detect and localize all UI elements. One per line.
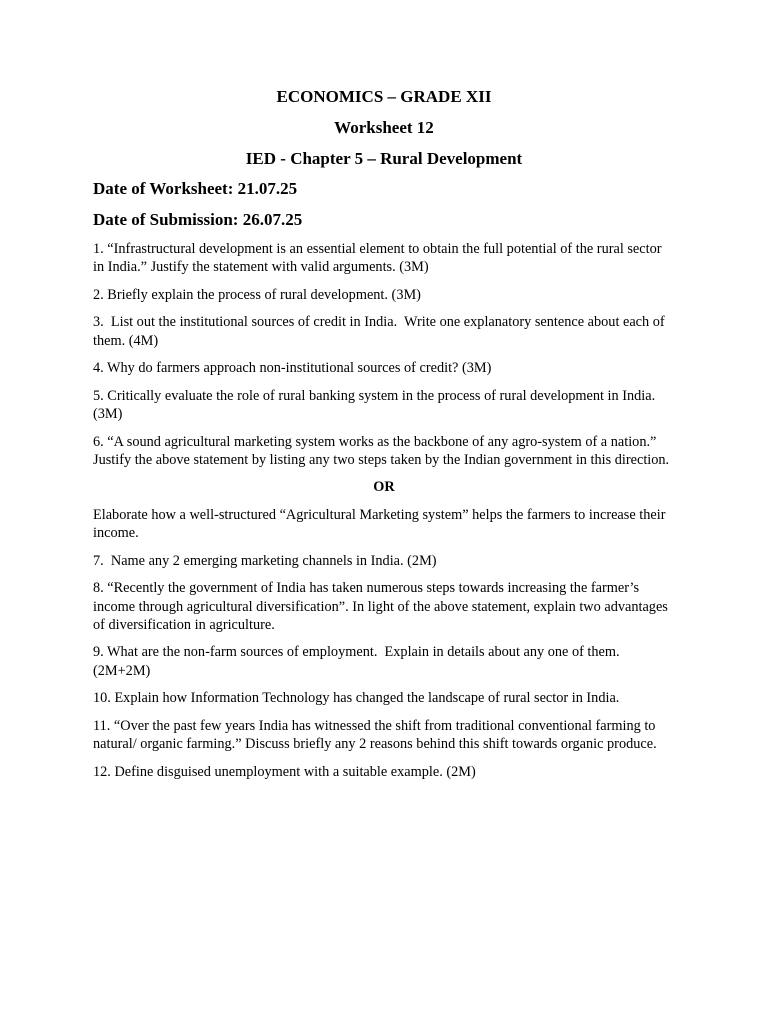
question-6: 6. “A sound agricultural marketing system works as the backbone of any agro-system of a nation.” Justify the above statement by listing any two steps taken by the Indian government in this direction. [93, 433, 670, 468]
document-title: ECONOMICS – GRADE XII [276, 87, 492, 106]
question-11: 11. “Over the past few years India has witnessed the shift from traditional conventional farming to natural/ organic farming.” Discuss briefly any 2 reasons behind this shift towards organic produce. [93, 717, 660, 752]
or-divider: OR [373, 479, 395, 496]
question-1: 1. “Infrastructural development is an essential element to obtain the full potential of the rural sector in India.” Justify the statement with valid arguments. (3M) [93, 241, 666, 276]
question-5: 5. Critically evaluate the role of rural banking system in the process of rural development in India. (3M) [93, 387, 659, 422]
question-9: 9. What are the non-farm sources of employment. Explain in details about any one of them. (2M+2M) [93, 644, 624, 679]
date-of-worksheet: Date of Worksheet: 21.07.25 [93, 179, 298, 198]
question-7: 7. Name any 2 emerging marketing channels in India. (2M) [93, 552, 437, 569]
date-of-submission: Date of Submission: 26.07.25 [93, 210, 303, 229]
question-3: 3. List out the institutional sources of credit in India. Write one explanatory sentence about each of them. (4M) [93, 314, 669, 349]
question-8: 8. “Recently the government of India has taken numerous steps towards increasing the farmer’s income through agricultural diversification”. In light of the above statement, explain two advantages of diversification in agriculture. [93, 580, 672, 633]
worksheet-number: Worksheet 12 [334, 118, 434, 137]
question-4: 4. Why do farmers approach non-institutional sources of credit? (3M) [93, 360, 492, 377]
question-10: 10. Explain how Information Technology has changed the landscape of rural sector in India. [93, 690, 620, 707]
question-12: 12. Define disguised unemployment with a suitable example. (2M) [93, 763, 476, 780]
chapter-heading: IED - Chapter 5 – Rural Development [245, 149, 523, 168]
question-2: 2. Briefly explain the process of rural development. (3M) [93, 286, 421, 303]
question-6-alternative: Elaborate how a well-structured “Agricultural Marketing system” helps the farmers to increase their income. [93, 506, 670, 542]
